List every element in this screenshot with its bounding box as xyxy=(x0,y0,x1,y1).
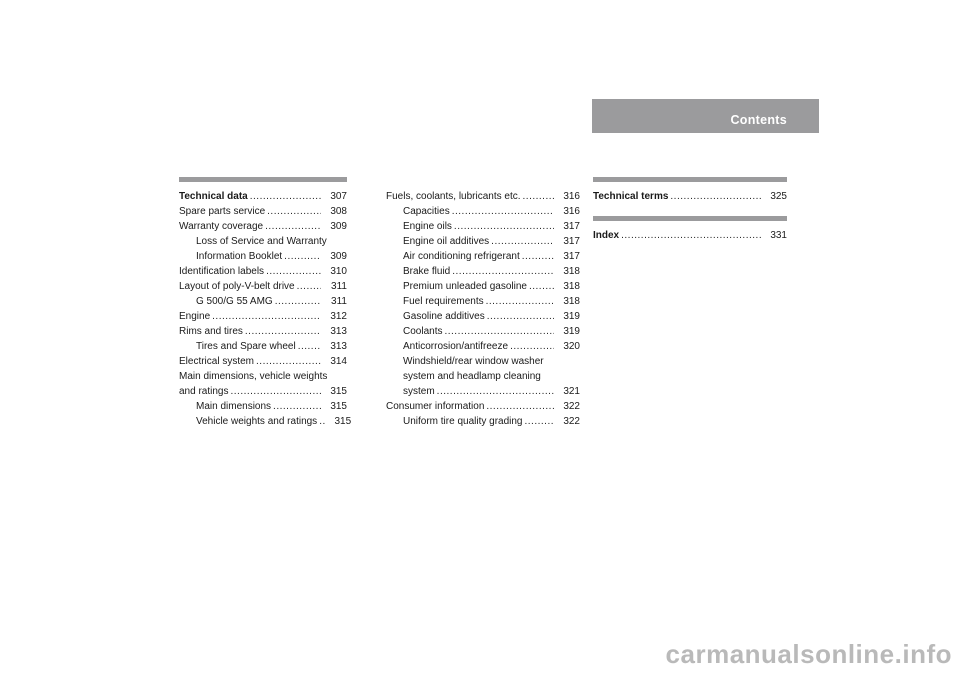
toc-entry[interactable] xyxy=(386,219,580,234)
toc-entry-page: 315 xyxy=(330,401,347,412)
toc-entry[interactable] xyxy=(386,294,580,309)
toc-entry-label: Engine xyxy=(179,311,211,322)
toc-entry[interactable] xyxy=(386,204,580,219)
toc-entry[interactable] xyxy=(386,324,580,339)
toc-entry-page: 313 xyxy=(330,341,347,352)
toc-entry-page: 319 xyxy=(563,326,580,337)
dot-leader xyxy=(297,279,321,294)
toc-entry-label: Main dimensions xyxy=(196,401,272,412)
dot-leader xyxy=(522,249,554,264)
toc-entry-page: 318 xyxy=(563,266,580,277)
toc-entry[interactable] xyxy=(179,204,347,219)
toc-entry-label: Fuel requirements xyxy=(403,296,484,307)
toc-entry-label: and ratings xyxy=(179,386,229,397)
toc-entry-page: 318 xyxy=(563,296,580,307)
dot-leader xyxy=(273,399,321,414)
dot-leader xyxy=(212,309,321,324)
toc-entry[interactable] xyxy=(179,249,347,264)
dot-leader xyxy=(491,234,554,249)
toc-entry-page: 313 xyxy=(330,326,347,337)
toc-entry-label: Gasoline additives xyxy=(403,311,485,322)
toc-entry-line: Windshield/rear window washer xyxy=(403,356,544,367)
toc-entry-label: Capacities xyxy=(403,206,450,217)
toc-entry-page: 307 xyxy=(330,191,347,202)
dot-leader xyxy=(486,399,554,414)
toc-entry-line: Loss of Service and Warranty xyxy=(196,236,327,247)
toc-entry-label: Rims and tires xyxy=(179,326,243,337)
toc-entry-page: 316 xyxy=(563,206,580,217)
dot-leader xyxy=(250,189,321,204)
dot-leader xyxy=(523,189,554,204)
toc-entry-page: 325 xyxy=(770,191,787,202)
toc-column-3 xyxy=(593,177,787,243)
toc-column-2 xyxy=(386,177,580,429)
toc-entry-page: 316 xyxy=(563,191,580,202)
dot-leader xyxy=(230,384,321,399)
toc-entry-page: 309 xyxy=(330,221,347,232)
toc-entry-label: Consumer information xyxy=(386,401,485,412)
toc-entry-page: 331 xyxy=(770,230,787,241)
toc-entry[interactable] xyxy=(179,339,347,354)
toc-entry-label: Vehicle weights and ratings xyxy=(196,416,318,427)
dot-leader xyxy=(486,294,554,309)
toc-entry-label: Coolants xyxy=(403,326,443,337)
dot-leader xyxy=(452,204,554,219)
toc-entry-label: Information Booklet xyxy=(196,251,283,262)
toc-entry[interactable] xyxy=(179,384,347,399)
toc-entry-page: 322 xyxy=(563,416,580,427)
toc-entry-page: 310 xyxy=(330,266,347,277)
toc-entry-label: Technical data xyxy=(179,191,248,202)
toc-entry-label: Premium unleaded gasoline xyxy=(403,281,527,292)
toc-entry[interactable] xyxy=(386,249,580,264)
toc-entry-page: 311 xyxy=(331,281,347,292)
dot-leader xyxy=(245,324,321,339)
toc-entry[interactable] xyxy=(386,384,580,399)
toc-entry-page: 309 xyxy=(330,251,347,262)
toc-entry-page: 317 xyxy=(563,236,580,247)
contents-header-tab xyxy=(592,99,819,133)
toc-entry-page: 321 xyxy=(563,386,580,397)
toc-entry-label: Air conditioning refrigerant xyxy=(403,251,520,262)
dot-leader xyxy=(621,228,761,243)
toc-entry-label: Tires and Spare wheel xyxy=(196,341,296,352)
toc-entry-page: 314 xyxy=(330,356,347,367)
dot-leader xyxy=(525,414,555,429)
toc-entry-technical-terms[interactable] xyxy=(593,189,787,204)
toc-entry[interactable] xyxy=(386,399,580,414)
toc-entry[interactable] xyxy=(179,414,352,429)
toc-entry[interactable] xyxy=(386,234,580,249)
toc-entry-page: 318 xyxy=(563,281,580,292)
toc-entry-index[interactable] xyxy=(593,228,787,243)
toc-entry[interactable] xyxy=(179,279,347,294)
toc-entry-label: Fuels, coolants, lubricants etc. xyxy=(386,191,521,202)
toc-entry[interactable] xyxy=(179,219,347,234)
toc-entry-page: 319 xyxy=(563,311,580,322)
section-divider-bar xyxy=(593,216,787,221)
toc-entry-label: Brake fluid xyxy=(403,266,451,277)
section-gap xyxy=(593,204,787,216)
toc-entry-label: Spare parts service xyxy=(179,206,266,217)
toc-entry-label: Layout of poly-V-belt drive xyxy=(179,281,295,292)
toc-entry[interactable] xyxy=(179,264,347,279)
toc-entry-label: Technical terms xyxy=(593,191,669,202)
toc-entry-label: G 500/G 55 AMG xyxy=(196,296,273,307)
toc-entry[interactable] xyxy=(386,189,580,204)
toc-entry[interactable] xyxy=(386,264,580,279)
dot-leader xyxy=(437,384,554,399)
toc-column-1 xyxy=(179,177,352,429)
dot-leader xyxy=(487,309,554,324)
toc-entry-page: 322 xyxy=(563,401,580,412)
toc-entry-label: Engine oils xyxy=(403,221,452,232)
toc-entry-label: Electrical system xyxy=(179,356,255,367)
toc-entry-page: 317 xyxy=(563,251,580,262)
toc-entry[interactable] xyxy=(179,324,347,339)
toc-entry-page: 317 xyxy=(563,221,580,232)
dot-leader xyxy=(298,339,321,354)
section-divider-bar xyxy=(179,177,347,182)
toc-entry-page: 312 xyxy=(330,311,347,322)
toc-entry-technical-data[interactable] xyxy=(179,189,347,204)
dot-leader xyxy=(275,294,321,309)
toc-entry[interactable] xyxy=(179,309,347,324)
toc-entry-label: system xyxy=(403,386,435,397)
toc-entry-page: 315 xyxy=(334,416,352,427)
page-title: Contents xyxy=(730,113,787,127)
toc-entry[interactable] xyxy=(386,339,580,354)
toc-entry-page: 320 xyxy=(563,341,580,352)
toc-entry[interactable] xyxy=(179,294,347,309)
toc-entry-line: system and headlamp cleaning xyxy=(403,371,541,382)
dot-leader xyxy=(266,264,321,279)
toc-entry-label: Warranty coverage xyxy=(179,221,264,232)
dot-leader xyxy=(444,324,554,339)
toc-entry[interactable] xyxy=(386,414,580,429)
dot-leader xyxy=(452,264,554,279)
toc-entry[interactable] xyxy=(386,279,580,294)
dot-leader xyxy=(267,204,321,219)
toc-entry-label: Index xyxy=(593,230,620,241)
watermark-text: carmanualsonline.info xyxy=(665,639,952,669)
section-divider-bar xyxy=(593,177,787,182)
dot-leader xyxy=(319,414,325,429)
toc-entry-label: Identification labels xyxy=(179,266,265,277)
toc-entry-page: 315 xyxy=(330,386,347,397)
toc-entry[interactable] xyxy=(179,399,347,414)
dot-leader xyxy=(510,339,554,354)
dot-leader xyxy=(670,189,761,204)
toc-entry[interactable] xyxy=(386,309,580,324)
toc-entry[interactable] xyxy=(179,354,347,369)
toc-entry-label: Engine oil additives xyxy=(403,236,490,247)
toc-entry-page: 308 xyxy=(330,206,347,217)
dot-leader xyxy=(454,219,554,234)
toc-entry-label: Uniform tire quality grading xyxy=(403,416,523,427)
dot-leader xyxy=(265,219,321,234)
toc-entry-page: 311 xyxy=(331,296,347,307)
toc-entry-label: Anticorrosion/antifreeze xyxy=(403,341,509,352)
dot-leader xyxy=(256,354,321,369)
toc-entry-line: Main dimensions, vehicle weights xyxy=(179,371,328,382)
dot-leader xyxy=(284,249,321,264)
dot-leader xyxy=(529,279,554,294)
